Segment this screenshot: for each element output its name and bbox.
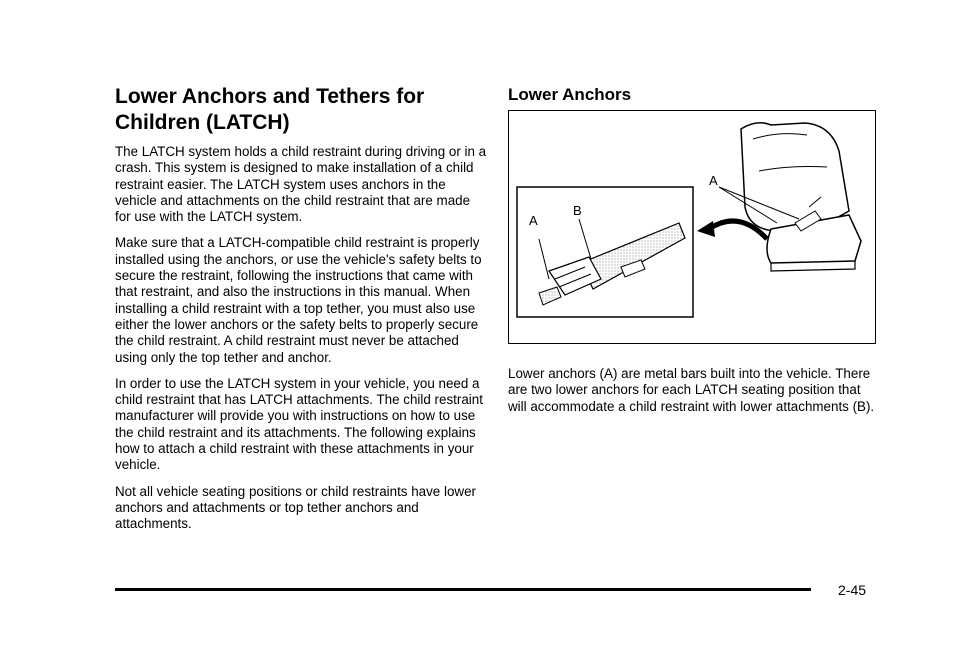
label-a-left: A: [529, 213, 538, 228]
paragraph-4: Not all vehicle seating positions or child restraints have lower anchors and attachments or top tether anchors and attachments.: [115, 483, 476, 532]
label-a-right: A: [709, 173, 718, 188]
left-column: [115, 84, 487, 543]
section-title: Lower Anchors and Tethers for Children (LATCH): [115, 85, 425, 134]
page-number: 2-45: [838, 582, 867, 598]
seat-back: [741, 123, 849, 231]
lower-anchors-illustration: [508, 110, 876, 344]
label-b: B: [573, 203, 582, 218]
paragraph-1: The LATCH system holds a child restraint during driving or in a crash. This system is designed to make installation of a child restraint easier. The LATCH system uses anchors in the vehicle and attachments on the child restraint that are made for use with the LATCH system.: [115, 144, 487, 225]
subsection-title: Lower Anchors: [508, 85, 632, 104]
footer-rule: [115, 588, 811, 591]
arrow-head: [697, 221, 715, 237]
paragraph-2: Make sure that a LATCH-compatible child restraint is properly installed using the anchors, or use the vehicle's safety belts to secure the restraint, following the instructions that came with that restraint, and also the instructions in this manual. When installing a child restraint with a top tether, you must also use either the lower anchors or the safety belts to properly secure the child restraint. A child restraint must never be attached using only the top tether and anchor.: [115, 235, 482, 365]
figure-caption: Lower anchors (A) are metal bars built into the vehicle. There are two lower anchors for each LATCH seating position that will accommodate a child restraint with lower attachments (B).: [508, 366, 875, 414]
illustration-drawing: [509, 111, 874, 342]
right-column: [508, 84, 880, 112]
paragraph-3: In order to use the LATCH system in your vehicle, you need a child restraint that has LATCH attachments. The child restraint manufacturer will provide you with instructions on how to use the child restraint and its attachments. The following explains how to attach a child restraint with these attachments in your vehicle.: [115, 375, 483, 473]
